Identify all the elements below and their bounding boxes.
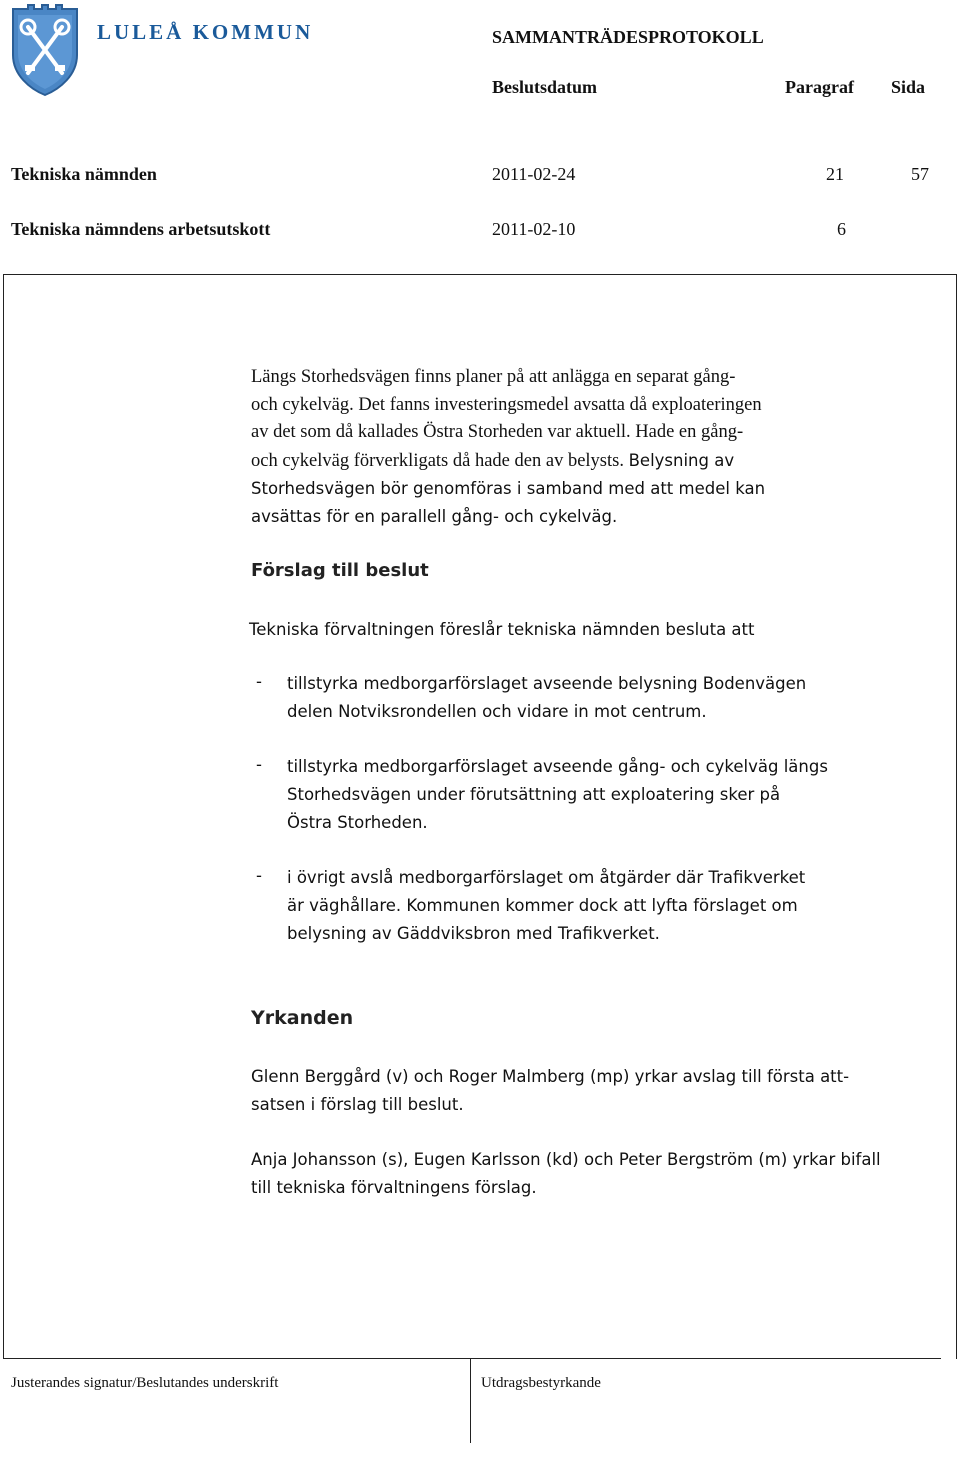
intro-line: och cykelväg. Det fanns investeringsmedel avsatta då exploateringen — [251, 394, 762, 415]
meeting-page: 57 — [911, 164, 929, 184]
intro-line: Längs Storhedsvägen finns planer på att anlägga en separat gång- — [251, 367, 736, 387]
list-dash: - — [256, 866, 262, 885]
proposal-item-line: tillstyrka medborgarförslaget avseende belysning Bodenvägen — [287, 674, 807, 693]
yrkande-paragraph — [251, 1063, 951, 1119]
signature-divider — [470, 1358, 471, 1443]
yrkande-line: Anja Johansson (s), Eugen Karlsson (kd) och Peter Bergström (m) yrkar bifall — [251, 1150, 881, 1169]
intro-line-start: och cykelväg förverkligats då hade den av belysts. — [251, 450, 624, 471]
content-frame-bottom — [3, 1358, 941, 1359]
proposal-item-line: delen Notviksrondellen och vidare in mot centrum. — [287, 702, 707, 721]
list-dash: - — [256, 672, 262, 691]
proposal-item-line: Storhedsvägen under förutsättning att exploatering sker på — [287, 785, 781, 804]
signature-label: Justerandes signatur/Beslutandes underskrift — [11, 1375, 279, 1391]
intro-line: av det som då kallades Östra Storheden var aktuell. Hade en gång- — [251, 422, 744, 442]
document-type-title: SAMMANTRÄDESPROTOKOLL — [492, 27, 764, 47]
proposal-intro: Tekniska förvaltningen föreslår tekniska nämnden besluta att — [249, 620, 755, 639]
decision-date-label: Beslutsdatum — [492, 77, 598, 97]
yrkanden-heading: Yrkanden — [251, 1007, 354, 1029]
intro-line: Storhedsvägen bör genomföras i samband med att medel kan — [251, 479, 766, 498]
proposal-item — [287, 670, 887, 726]
coat-of-arms-logo — [10, 3, 80, 97]
meeting-body: Tekniska nämndens arbetsutskott — [11, 219, 271, 239]
proposal-item — [287, 864, 887, 948]
intro-paragraph — [251, 364, 901, 531]
yrkande-line: satsen i förslag till beslut. — [251, 1095, 464, 1114]
intro-line-end: Belysning av — [628, 450, 735, 470]
meeting-paragraph: 21 — [826, 164, 844, 184]
list-dash: - — [256, 755, 262, 774]
meeting-date: 2011-02-24 — [492, 164, 576, 184]
content-frame-top — [3, 274, 957, 275]
content-frame-left — [3, 274, 4, 1359]
proposal-item-line: Östra Storheden. — [287, 813, 428, 832]
extract-certification-label: Utdragsbestyrkande — [481, 1375, 601, 1391]
paragraph-label: Paragraf — [785, 77, 854, 97]
proposal-item-line: tillstyrka medborgarförslaget avseende gång- och cykelväg längs — [287, 757, 828, 776]
proposal-item-line: belysning av Gäddviksbron med Trafikverket. — [287, 924, 660, 943]
page-label: Sida — [891, 77, 926, 97]
meeting-paragraph: 6 — [837, 219, 846, 239]
org-name: LULEÅ KOMMUN — [97, 20, 314, 44]
yrkande-line: Glenn Berggård (v) och Roger Malmberg (mp) yrkar avslag till första att- — [251, 1067, 850, 1086]
proposal-heading: Förslag till beslut — [251, 560, 429, 581]
yrkande-line: till tekniska förvaltningens förslag. — [251, 1178, 537, 1197]
meeting-date: 2011-02-10 — [492, 219, 576, 239]
proposal-item — [287, 753, 887, 837]
intro-line: avsättas för en parallell gång- och cykelväg. — [251, 507, 618, 526]
proposal-item-line: är väghållare. Kommunen kommer dock att lyfta förslaget om — [287, 896, 798, 915]
proposal-item-line: i övrigt avslå medborgarförslaget om åtgärder där Trafikverket — [287, 868, 806, 887]
yrkande-paragraph — [251, 1146, 951, 1202]
content-frame-right — [956, 274, 957, 1359]
intro-line — [251, 447, 901, 476]
meeting-body: Tekniska nämnden — [11, 164, 157, 184]
